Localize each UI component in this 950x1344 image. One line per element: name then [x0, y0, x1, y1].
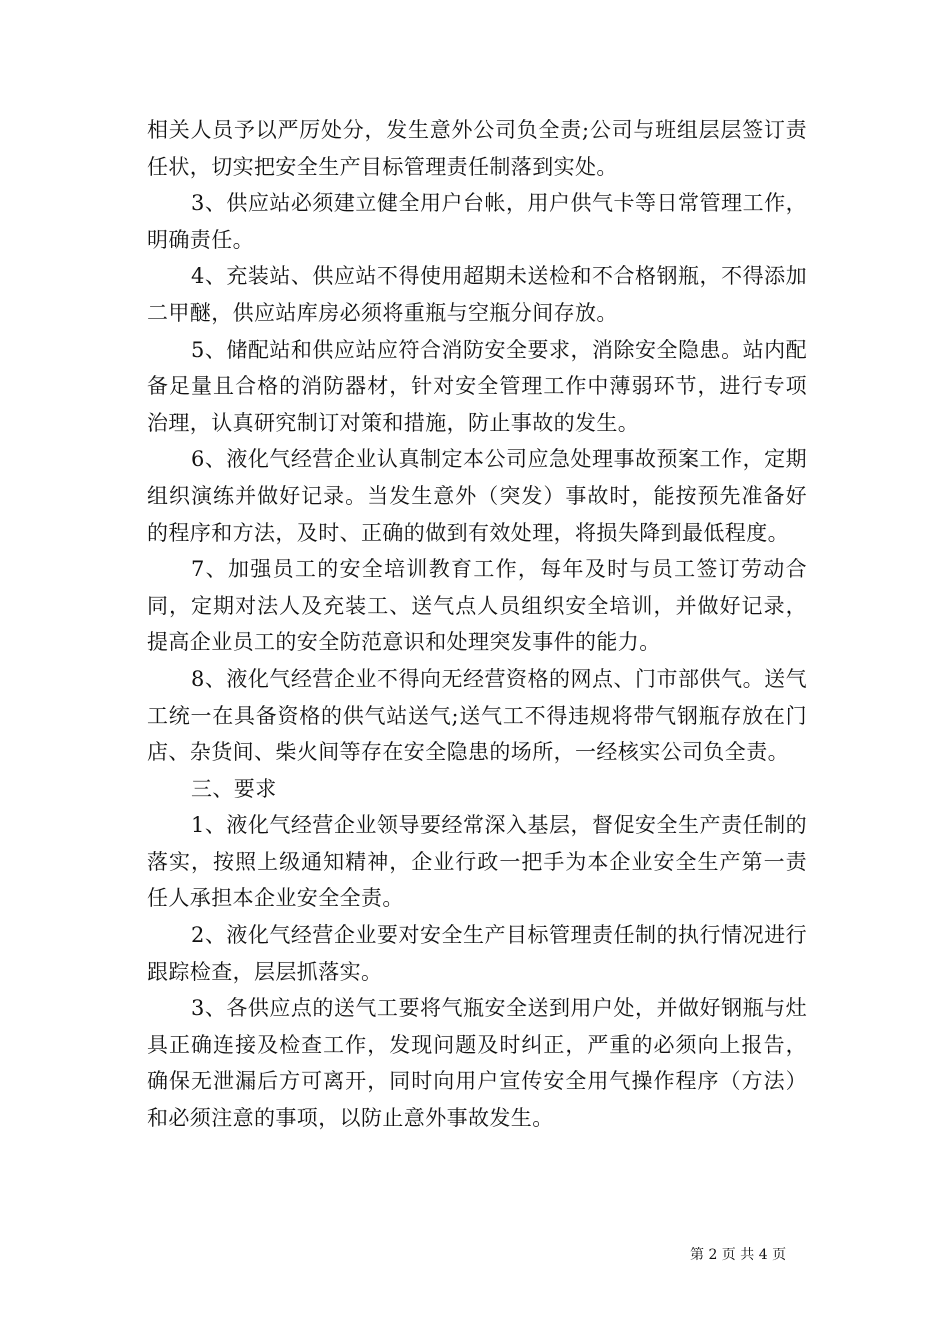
- paragraph-item-7: 7、加强员工的安全培训教育工作，每年及时与员工签订劳动合同，定期对法人及充装工、送气点人员组织安全培训，并做好记录，提高企业员工的安全防范意识和处理突发事件的能力。: [147, 557, 807, 655]
- paragraph-requirement-1: 1、液化气经营企业领导要经常深入基层，督促安全生产责任制的落实，按照上级通知精神，企业行政一把手为本企业安全生产第一责任人承担本企业安全全责。: [147, 813, 807, 911]
- paragraph-requirement-3: 3、各供应点的送气工要将气瓶安全送到用户处，并做好钢瓶与灶具正确连接及检查工作，发现问题及时纠正，严重的必须向上报告，确保无泄漏后方可离开，同时向用户宣传安全用气操作程序（方法）和必须注意的事项，以防止意外事故发生。: [147, 996, 807, 1131]
- paragraph-requirement-2: 2、液化气经营企业要对安全生产目标管理责任制的执行情况进行跟踪检查，层层抓落实。: [147, 923, 807, 984]
- paragraph-item-8: 8、液化气经营企业不得向无经营资格的网点、门市部供气。送气工统一在具备资格的供气站送气;送气工不得违规将带气钢瓶存放在门店、杂货间、柴火间等存在安全隐患的场所，一经核实公司负全责。: [147, 666, 807, 765]
- paragraph-item-6: 6、液化气经营企业认真制定本公司应急处理事故预案工作，定期组织演练并做好记录。当发生意外（突发）事故时，能按预先准备好的程序和方法，及时、正确的做到有效处理，将损失降到最低程度。: [147, 447, 807, 545]
- paragraph-continued: 相关人员予以严厉处分，发生意外公司负全责;公司与班组层层签订责任状，切实把安全生产目标管理责任制落到实处。: [147, 118, 807, 179]
- page-number: 第 2 页 共 4 页: [690, 1247, 787, 1263]
- section-heading-requirements: 三、要求: [191, 776, 277, 801]
- paragraph-item-5: 5、储配站和供应站应符合消防安全要求，消除安全隐患。站内配备足量且合格的消防器材，针对安全管理工作中薄弱环节，进行专项治理，认真研究制订对策和措施，防止事故的发生。: [147, 337, 807, 435]
- paragraph-item-4: 4、充装站、供应站不得使用超期未送检和不合格钢瓶，不得添加二甲醚，供应站库房必须将重瓶与空瓶分间存放。: [147, 264, 807, 325]
- paragraph-item-3: 3、供应站必须建立健全用户台帐，用户供气卡等日常管理工作，明确责任。: [147, 191, 807, 252]
- document-body: [147, 112, 807, 1137]
